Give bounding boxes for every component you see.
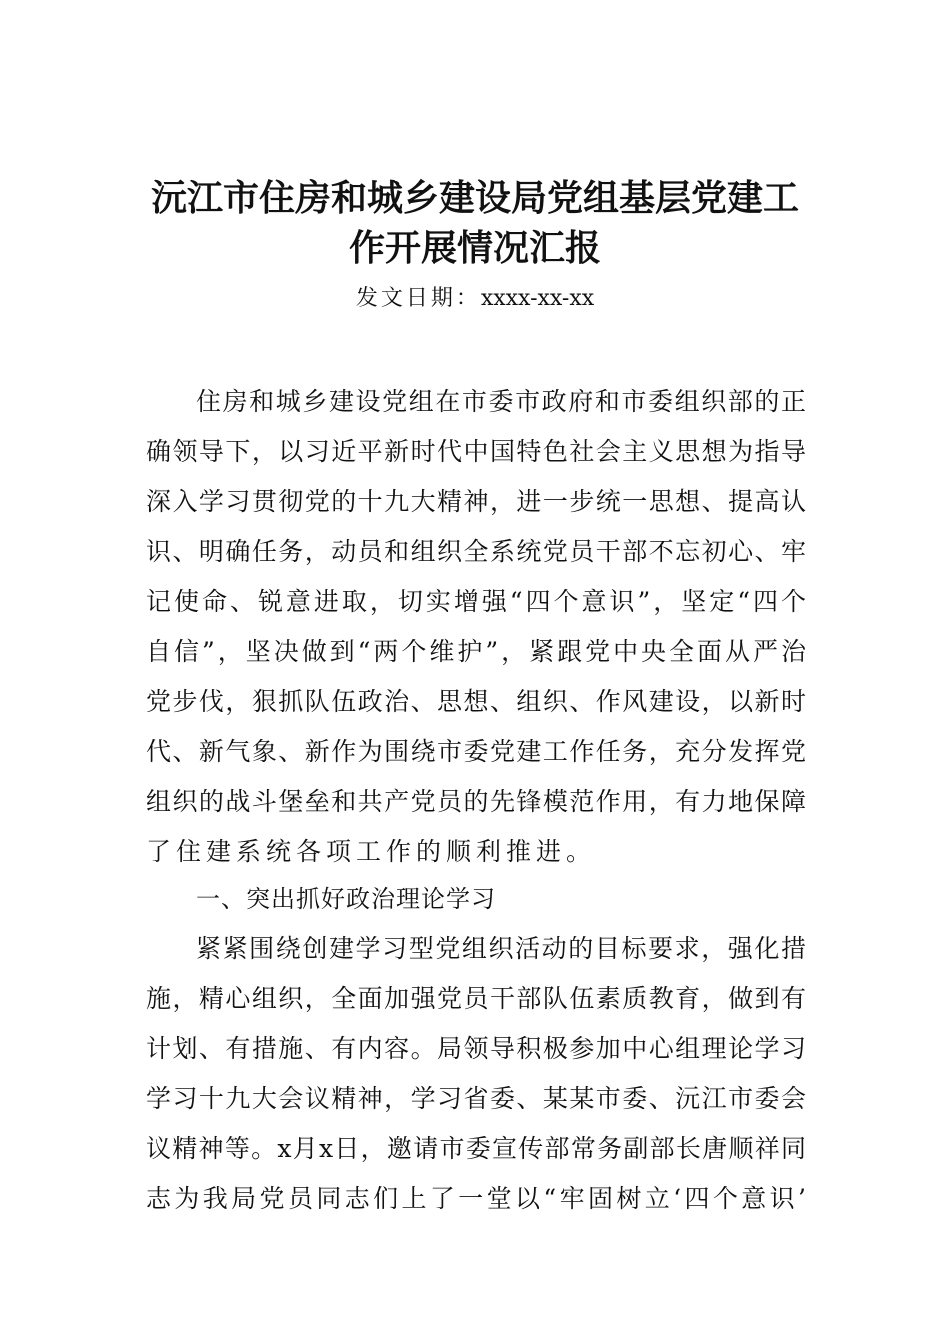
paragraph-line: 施，精心组织，全面加强党员干部队伍素质教育，做到有 [146,984,806,1013]
paragraph-line: 党步伐，狠抓队伍政治、思想、组织、作风建设，以新时 [146,687,806,716]
paragraph-line: 紧紧围绕创建学习型党组织活动的目标要求，强化措 [196,934,806,963]
paragraph-line: 代、新气象、新作为围绕市委党建工作任务，充分发挥党 [146,737,806,766]
paragraph-line: 识、明确任务，动员和组织全系统党员干部不忘初心、牢 [146,537,806,566]
document-title-line-2: 作开展情况汇报 [348,227,601,269]
publish-date-label: 发文日期： [355,286,481,311]
paragraph-line: 确领导下，以习近平新时代中国特色社会主义思想为指导 [146,437,806,466]
paragraph-line: 住房和城乡建设党组在市委市政府和市委组织部的正 [196,387,806,416]
publish-date-value: xxxx-xx-xx [480,286,595,311]
paragraph-line: 学习十九大会议精神，学习省委、某某市委、沅江市委会 [146,1084,806,1113]
paragraph-line: 了住建系统各项工作的顺利推进。 [146,837,597,866]
paragraph-line: 议精神等。x月x日，邀请市委宣传部常务副部长唐顺祥同 [146,1134,806,1163]
paragraph-line: 深入学习贯彻党的十九大精神，进一步统一思想、提高认 [146,487,806,516]
section-heading: 一、突出抓好政治理论学习 [196,885,496,913]
document-title-line-1: 沅江市住房和城乡建设局党组基层党建工 [150,177,799,219]
paragraph-line: 组织的战斗堡垒和共产党员的先锋模范作用，有力地保障 [146,787,806,816]
publish-date [0,283,950,315]
paragraph-line: 记使命、锐意进取，切实增强“四个意识”，坚定“四个 [146,587,806,616]
paragraph-line: 计划、有措施、有内容。局领导积极参加中心组理论学习 [146,1034,806,1063]
paragraph-line: 自信”，坚决做到“两个维护”，紧跟党中央全面从严治 [146,637,806,666]
paragraph-line: 志为我局党员同志们上了一堂以“牢固树立‘四个意识’ [146,1184,806,1213]
